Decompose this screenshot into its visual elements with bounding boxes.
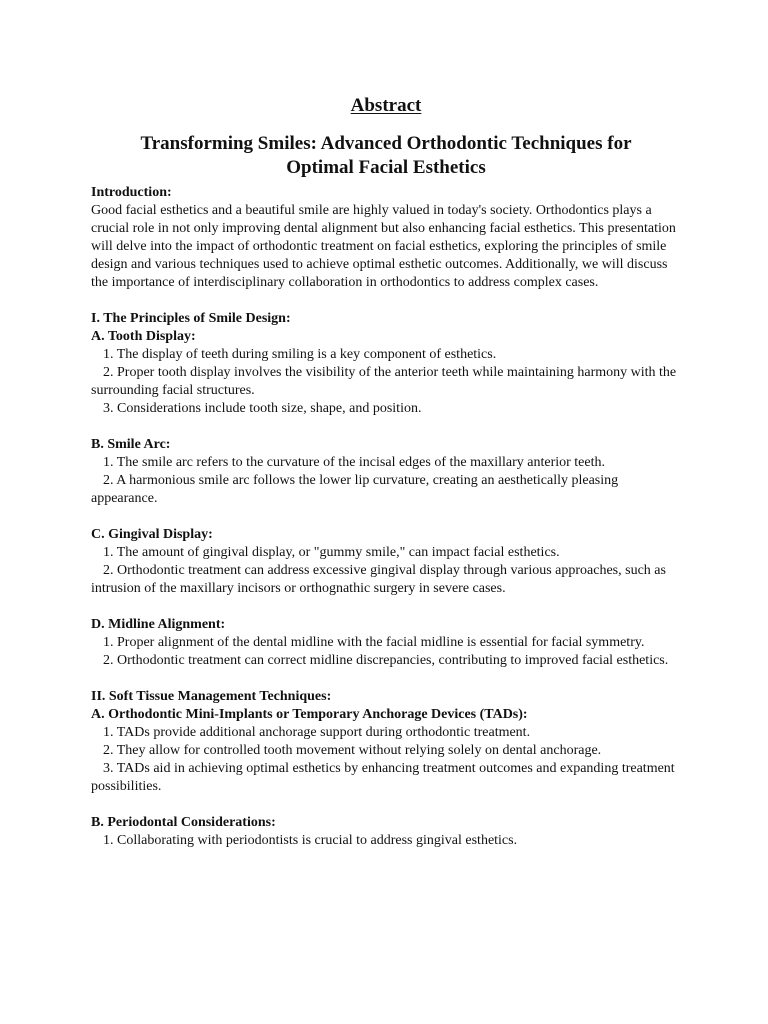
list-item: 2. Orthodontic treatment can correct midline discrepancies, contributing to improved facial esthetics. bbox=[103, 653, 669, 668]
list-item: 2. They allow for controlled tooth movement without relying solely on dental anchorage. bbox=[103, 743, 602, 758]
section-1-heading: I. The Principles of Smile Design: bbox=[91, 311, 291, 326]
list-item: 1. The amount of gingival display, or "gummy smile," can impact facial esthetics. bbox=[103, 545, 560, 560]
introduction-heading: Introduction: bbox=[91, 185, 172, 200]
tads-heading: A. Orthodontic Mini-Implants or Temporary Anchorage Devices (TADs): bbox=[91, 707, 528, 722]
list-item: 1. Proper alignment of the dental midline with the facial midline is essential for facial symmetry. bbox=[103, 635, 645, 650]
section-2-heading: II. Soft Tissue Management Techniques: bbox=[91, 689, 332, 704]
document-body bbox=[91, 184, 681, 850]
abstract-heading: Abstract bbox=[350, 95, 422, 116]
list-item: 1. The display of teeth during smiling is a key component of esthetics. bbox=[103, 347, 497, 362]
list-item: 2. Orthodontic treatment can address excessive gingival display through various approaches, such as intrusion of the maxillary incisors or orthognathic surgery in severe cases. bbox=[91, 563, 666, 596]
tooth-display-heading: A. Tooth Display: bbox=[91, 329, 196, 344]
title-line-2: Optimal Facial Esthetics bbox=[286, 157, 486, 178]
list-item: 2. A harmonious smile arc follows the lower lip curvature, creating an aesthetically pleasing appearance. bbox=[91, 473, 619, 506]
list-item: 3. Considerations include tooth size, shape, and position. bbox=[103, 401, 422, 416]
list-item: 1. Collaborating with periodontists is crucial to address gingival esthetics. bbox=[103, 833, 518, 848]
introduction-text: Good facial esthetics and a beautiful smile are highly valued in today's society. Orthodontics plays a crucial role in not only improving dental alignment but also enhancing facial esthetics. This presentation will delve into the impact of orthodontic treatment on facial esthetics, exploring the principles of smile design and various techniques used to achieve optimal esthetic outcomes. Additionally, we will discuss the importance of interdisciplinary collaboration in orthodontics to address complex cases. bbox=[91, 203, 676, 290]
periodontal-heading: B. Periodontal Considerations: bbox=[91, 815, 276, 830]
title-line-1: Transforming Smiles: Advanced Orthodontic Techniques for bbox=[140, 133, 632, 154]
gingival-display-heading: C. Gingival Display: bbox=[91, 527, 213, 542]
document-title bbox=[91, 132, 681, 180]
list-item: 3. TADs aid in achieving optimal esthetics by enhancing treatment outcomes and expanding treatment possibilities. bbox=[91, 761, 675, 794]
midline-alignment-heading: D. Midline Alignment: bbox=[91, 617, 226, 632]
list-item: 1. TADs provide additional anchorage support during orthodontic treatment. bbox=[103, 725, 531, 740]
document-page bbox=[91, 94, 681, 850]
smile-arc-heading: B. Smile Arc: bbox=[91, 437, 171, 452]
list-item: 2. Proper tooth display involves the visibility of the anterior teeth while maintaining harmony with the surrounding facial structures. bbox=[91, 365, 677, 398]
list-item: 1. The smile arc refers to the curvature of the incisal edges of the maxillary anterior teeth. bbox=[103, 455, 605, 470]
